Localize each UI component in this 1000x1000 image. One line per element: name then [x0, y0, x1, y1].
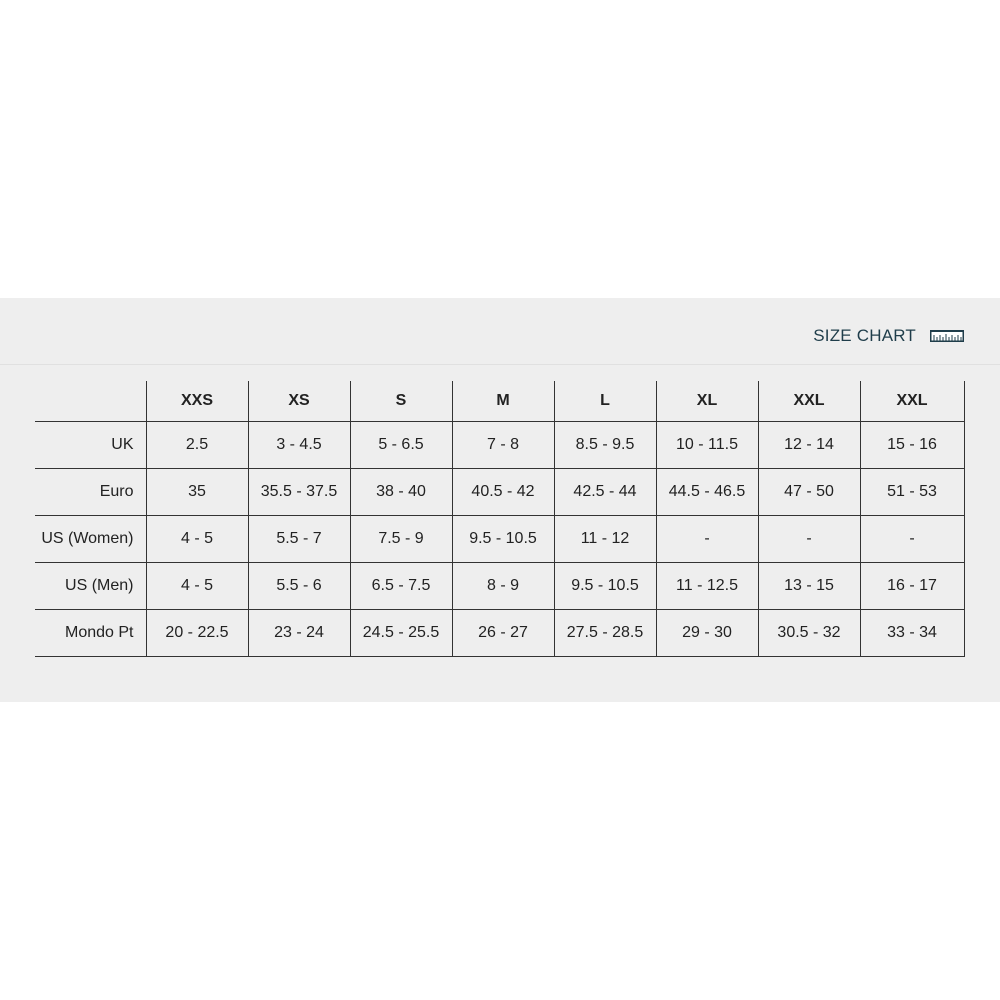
table-cell: 11 - 12.5 — [656, 563, 758, 610]
table-cell: 38 - 40 — [350, 469, 452, 516]
size-chart-title: SIZE CHART — [813, 326, 916, 345]
row-label: Mondo Pt — [35, 610, 146, 657]
table-cell: 5.5 - 6 — [248, 563, 350, 610]
row-label: Euro — [35, 469, 146, 516]
table-cell: 44.5 - 46.5 — [656, 469, 758, 516]
table-cell: 27.5 - 28.5 — [554, 610, 656, 657]
table-cell: 5.5 - 7 — [248, 516, 350, 563]
table-cell: 23 - 24 — [248, 610, 350, 657]
table-cell: 12 - 14 — [758, 422, 860, 469]
row-label: UK — [35, 422, 146, 469]
table-cell: 42.5 - 44 — [554, 469, 656, 516]
table-cell: 24.5 - 25.5 — [350, 610, 452, 657]
table-cell: 40.5 - 42 — [452, 469, 554, 516]
table-row — [35, 563, 964, 610]
column-header: M — [452, 381, 554, 422]
table-row — [35, 469, 964, 516]
table-cell: - — [656, 516, 758, 563]
table-cell: 7.5 - 9 — [350, 516, 452, 563]
table-cell: - — [758, 516, 860, 563]
table-cell: - — [860, 516, 964, 563]
table-cell: 8.5 - 9.5 — [554, 422, 656, 469]
size-table — [35, 381, 965, 657]
table-cell: 35 — [146, 469, 248, 516]
table-cell: 9.5 - 10.5 — [452, 516, 554, 563]
column-header: XXL — [860, 381, 964, 422]
column-header: XXL — [758, 381, 860, 422]
table-cell: 16 - 17 — [860, 563, 964, 610]
table-cell: 5 - 6.5 — [350, 422, 452, 469]
ruler-icon — [930, 330, 964, 342]
size-chart-header — [0, 298, 1000, 365]
table-cell: 35.5 - 37.5 — [248, 469, 350, 516]
table-cell: 8 - 9 — [452, 563, 554, 610]
table-cell: 4 - 5 — [146, 516, 248, 563]
table-row — [35, 610, 964, 657]
column-header: XXS — [146, 381, 248, 422]
column-header: XL — [656, 381, 758, 422]
table-cell: 9.5 - 10.5 — [554, 563, 656, 610]
table-cell: 29 - 30 — [656, 610, 758, 657]
table-cell: 13 - 15 — [758, 563, 860, 610]
table-cell: 47 - 50 — [758, 469, 860, 516]
table-cell: 4 - 5 — [146, 563, 248, 610]
table-cell: 30.5 - 32 — [758, 610, 860, 657]
table-cell: 6.5 - 7.5 — [350, 563, 452, 610]
table-corner — [35, 381, 146, 422]
table-cell: 11 - 12 — [554, 516, 656, 563]
row-label: US (Men) — [35, 563, 146, 610]
table-cell: 2.5 — [146, 422, 248, 469]
size-header-row — [35, 381, 964, 422]
table-row — [35, 516, 964, 563]
table-cell: 3 - 4.5 — [248, 422, 350, 469]
table-cell: 33 - 34 — [860, 610, 964, 657]
table-cell: 15 - 16 — [860, 422, 964, 469]
table-row — [35, 422, 964, 469]
table-cell: 7 - 8 — [452, 422, 554, 469]
table-cell: 10 - 11.5 — [656, 422, 758, 469]
column-header: XS — [248, 381, 350, 422]
column-header: L — [554, 381, 656, 422]
column-header: S — [350, 381, 452, 422]
table-cell: 26 - 27 — [452, 610, 554, 657]
table-cell: 20 - 22.5 — [146, 610, 248, 657]
row-label: US (Women) — [35, 516, 146, 563]
table-cell: 51 - 53 — [860, 469, 964, 516]
